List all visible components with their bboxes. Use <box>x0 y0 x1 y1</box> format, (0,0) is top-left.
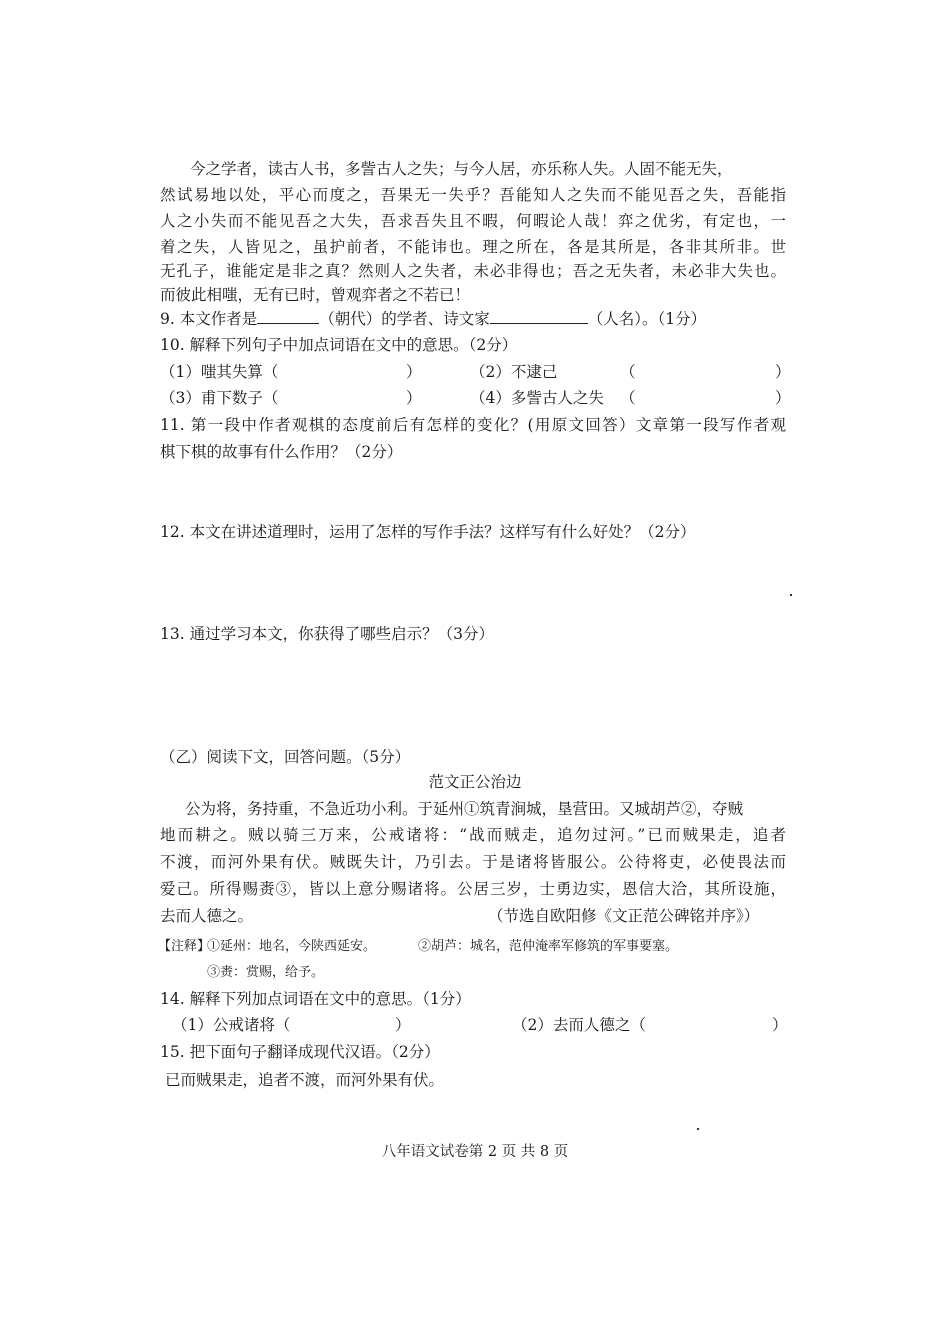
part-b-source: （节选自欧阳修《文正范公碑铭并序》） <box>488 907 760 925</box>
part-b-title: 范文正公治边 <box>428 773 522 791</box>
q10-item-4-open: （ <box>620 389 636 407</box>
passage1-line-1: 今之学者，读古人书，多訾古人之失；与今人居，亦乐称人失。人固不能无失， <box>190 160 733 178</box>
q10-item-3: （3）甫下数子（ <box>160 389 279 407</box>
question-10-stem: 10. 解释下列句子中加点词语在文中的意思。（2分） <box>160 336 518 354</box>
q9-name-blank[interactable] <box>490 309 588 324</box>
question-15-stem: 15. 把下面句子翻译成现代汉语。（2分） <box>160 1043 440 1061</box>
question-11-line-1: 11. 第一段中作者观棋的态度前后有怎样的变化？(用原文回答）文章第一段写作者观 <box>160 416 786 434</box>
part-b-line-1: 公为将，务持重，不急近功小利。于延州①筑青涧城，垦营田。又城胡芦②，夺贼 <box>185 800 744 818</box>
part-b-heading: （乙）阅读下文，回答问题。（5分） <box>160 748 411 766</box>
question-9 <box>160 307 706 329</box>
q10-item-2-close: ） <box>775 363 791 381</box>
question-11-line-2: 棋下棋的故事有什么作用？（2分） <box>160 443 403 461</box>
note-2: ②胡芦：城名，范仲淹率军修筑的军事要塞。 <box>418 939 679 954</box>
q14-item-2: （2）去而人德之（ <box>512 1016 646 1034</box>
passage1-line-3: 人之小失而不能见吾之大失，吾求吾失且不暇，何暇论人哉！弈之优劣，有定也，一 <box>160 212 786 230</box>
q9-part-b: （朝代）的学者、诗文家 <box>319 310 490 328</box>
note-1: ①延州：地名，今陕西延安。 <box>207 939 377 954</box>
question-12: 12. 本文在讲述道理时，运用了怎样的写作手法？这样写有什么好处？（2分） <box>160 523 696 541</box>
q10-item-1-close: ） <box>406 363 422 381</box>
q14-item-1-close: ） <box>395 1016 411 1034</box>
q10-item-3-close: ） <box>406 389 422 407</box>
passage1-line-6: 而彼此相嗤，无有已时，曾观弈者之不若已！ <box>160 286 471 304</box>
part-b-line-2: 地而耕之。贼以骑三万来，公戒诸将：“战而贼走，追勿过河。”已而贼果走，追者 <box>160 826 786 844</box>
passage1-line-5: 无孔子，谁能定是非之真？然则人之失者，未必非得也；吾之无失者，未必非大失也。 <box>160 262 786 280</box>
part-b-line-4: 爱己。所得赐赉③，皆以上意分赐诸将。公居三岁，士勇边实，恩信大洽，其所设施， <box>160 880 786 898</box>
q9-part-a: 9. 本文作者是 <box>160 310 258 328</box>
q9-dynasty-blank[interactable] <box>257 309 319 324</box>
scan-speck <box>697 1128 699 1130</box>
scan-speck <box>790 594 792 596</box>
q14-item-2-close: ） <box>772 1016 788 1034</box>
q10-item-4: （4）多訾古人之失 <box>470 389 604 407</box>
notes-label: 【注释】 <box>158 939 211 954</box>
part-b-line-3: 不渡，而河外果有伏。贼既失计，乃引去。于是诸将皆服公。公待将吏，必使畏法而 <box>160 853 786 871</box>
page-footer: 八年语文试卷第 2 页 共 8 页 <box>381 1144 569 1160</box>
q9-part-c: （人名）。（1分） <box>587 310 707 328</box>
q10-item-2: （2）不逮己 <box>470 363 558 381</box>
q15-sentence: 已而贼果走，追者不渡，而河外果有伏。 <box>165 1071 445 1089</box>
question-13: 13. 通过学习本文，你获得了哪些启示？（3分） <box>160 625 494 643</box>
q10-item-1: （1）嗤其失算（ <box>160 363 279 381</box>
note-3: ③赉：赏赐，给予。 <box>207 965 325 980</box>
question-14-stem: 14. 解释下列加点词语在文中的意思。（1分） <box>160 990 471 1008</box>
passage1-line-4: 着之失，人皆见之，虽护前者，不能讳也。理之所在，各是其所是，各非其所非。世 <box>160 238 786 256</box>
part-b-line-5: 去而人德之。 <box>160 907 254 925</box>
q10-item-2-open: （ <box>620 363 636 381</box>
passage1-line-2: 然试易地以处，平心而度之，吾果无一失乎？吾能知人之失而不能见吾之失，吾能指 <box>160 186 786 204</box>
q10-item-4-close: ） <box>775 389 791 407</box>
q14-item-1: （1）公戒诸将（ <box>172 1016 291 1034</box>
